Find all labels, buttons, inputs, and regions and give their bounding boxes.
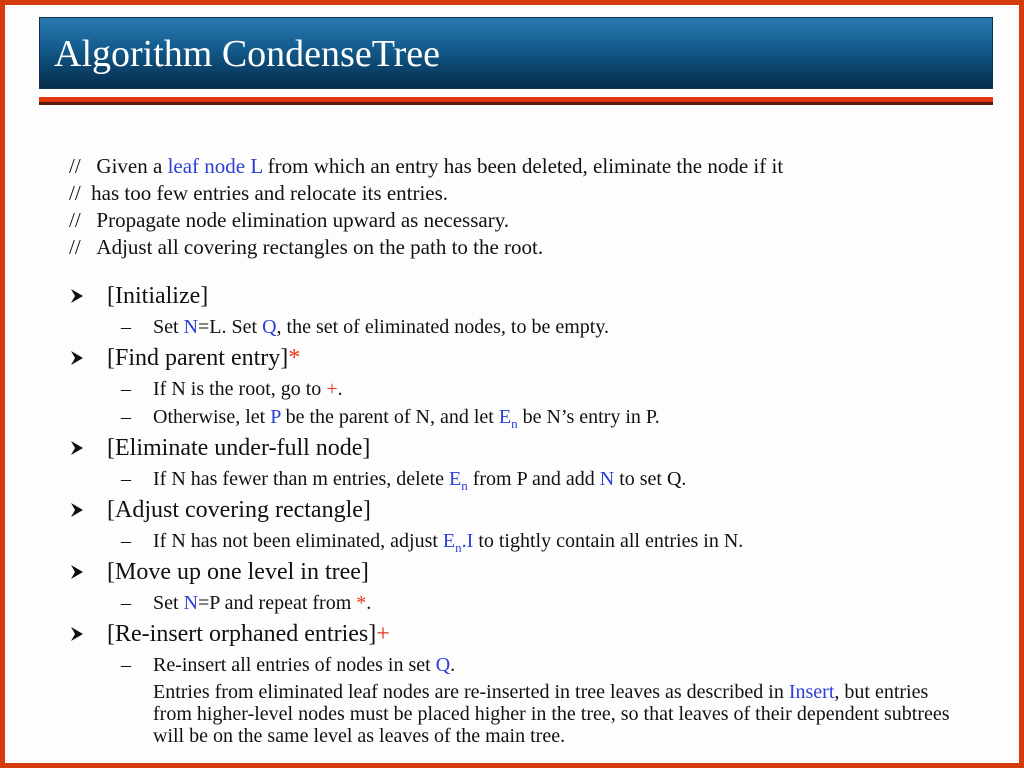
comment-text: Given a bbox=[96, 154, 168, 178]
substep bbox=[69, 651, 969, 679]
arrow-bullet-icon bbox=[69, 288, 85, 304]
reinsert-explanation bbox=[69, 681, 953, 747]
step-find-parent bbox=[69, 341, 969, 375]
step-adjust bbox=[69, 493, 969, 527]
para-text: Entries from eliminated leaf nodes are re-inserted in tree leaves as described in bbox=[153, 681, 789, 703]
var-subscript: n bbox=[511, 416, 518, 431]
step-move-up bbox=[69, 555, 969, 589]
substep-text: . bbox=[450, 654, 456, 676]
var-en bbox=[498, 406, 518, 431]
substep bbox=[69, 375, 969, 403]
step-initialize bbox=[69, 279, 969, 313]
substep bbox=[69, 527, 969, 555]
substep-text: be the parent of N, and let bbox=[280, 406, 499, 428]
comment-slash: // bbox=[69, 154, 81, 178]
title-bar bbox=[39, 17, 993, 89]
substep-text: =L. Set bbox=[198, 316, 263, 338]
dash-bullet: – bbox=[121, 530, 131, 552]
arrow-bullet-icon bbox=[69, 626, 85, 642]
comment-line bbox=[69, 234, 783, 261]
arrow-bullet-icon bbox=[69, 350, 85, 366]
var-en bbox=[449, 468, 468, 493]
var-q: Q bbox=[435, 654, 451, 676]
dash-bullet: – bbox=[121, 592, 131, 614]
comment-text: Adjust all covering rectangles on the path to the root. bbox=[96, 235, 544, 259]
comment-slash: // bbox=[69, 208, 81, 232]
comment-highlight: leaf node L bbox=[167, 154, 263, 178]
substep bbox=[69, 589, 969, 617]
comment-line bbox=[69, 180, 783, 207]
substep-text: to set Q. bbox=[614, 468, 687, 490]
marker-plus: + bbox=[326, 378, 338, 400]
substep-text: . bbox=[337, 378, 343, 400]
comment-text: from which an entry has been deleted, eliminate the node if it bbox=[262, 154, 784, 178]
comment-slash: // bbox=[69, 181, 81, 205]
substep-text: If N has fewer than m entries, delete bbox=[153, 468, 449, 490]
step-label: [Find parent entry] bbox=[107, 345, 289, 371]
step-label: [Adjust covering rectangle] bbox=[107, 497, 371, 523]
substep-text: Otherwise, let bbox=[153, 406, 271, 428]
dash-bullet: – bbox=[121, 316, 131, 338]
comment-line bbox=[69, 153, 783, 180]
substep-text: If N is the root, go to bbox=[153, 378, 327, 400]
arrow-bullet-icon bbox=[69, 564, 85, 580]
slide-title: Algorithm CondenseTree bbox=[54, 33, 440, 75]
arrow-bullet-icon bbox=[69, 440, 85, 456]
arrow-bullet-icon bbox=[69, 502, 85, 518]
substep-text: Re-insert all entries of nodes in set bbox=[153, 654, 436, 676]
insert-reference: Insert bbox=[788, 681, 835, 703]
substep-text: If N has not been eliminated, adjust bbox=[153, 530, 443, 552]
dash-bullet: – bbox=[121, 654, 131, 676]
substep-text: from P and add bbox=[467, 468, 600, 490]
var-q: Q bbox=[262, 316, 277, 338]
var-e: E bbox=[449, 468, 462, 490]
var-subscript: n bbox=[455, 540, 462, 555]
title-underline-shadow bbox=[39, 102, 993, 105]
var-i: .I bbox=[461, 530, 474, 552]
comment-line bbox=[69, 207, 783, 234]
substep-text: to tightly contain all entries in N. bbox=[473, 530, 744, 552]
para-text: , but entries from higher-level nodes must be placed higher in the tree, so that leaves of their dependent subtrees will be on the same level as leaves of the main tree. bbox=[153, 681, 950, 747]
var-n: N bbox=[183, 592, 199, 614]
step-marker-star: * bbox=[288, 345, 301, 371]
substep-text: , the set of eliminated nodes, to be empty. bbox=[276, 316, 610, 338]
var-n: N bbox=[183, 316, 199, 338]
dash-bullet: – bbox=[121, 378, 131, 400]
step-label: [Re-insert orphaned entries] bbox=[107, 621, 377, 647]
step-eliminate bbox=[69, 431, 969, 465]
step-reinsert bbox=[69, 617, 969, 651]
substep bbox=[69, 465, 969, 493]
substep-text: Set bbox=[153, 316, 184, 338]
comment-text: Propagate node elimination upward as necessary. bbox=[96, 208, 510, 232]
var-e: E bbox=[442, 530, 456, 552]
dash-bullet: – bbox=[121, 406, 131, 428]
var-p: P bbox=[270, 406, 281, 428]
step-label: [Move up one level in tree] bbox=[107, 559, 369, 585]
substep-text: =P and repeat from bbox=[198, 592, 357, 614]
step-list bbox=[69, 279, 969, 747]
var-n: N bbox=[599, 468, 615, 490]
substep bbox=[69, 403, 969, 431]
var-e: E bbox=[498, 406, 512, 428]
substep-text: Set bbox=[153, 592, 184, 614]
var-subscript: n bbox=[461, 478, 468, 493]
step-label: [Eliminate under-full node] bbox=[107, 435, 371, 461]
substep-text: be N’s entry in P. bbox=[517, 406, 660, 428]
comment-slash: // bbox=[69, 235, 81, 259]
comment-block bbox=[69, 153, 783, 261]
marker-star: * bbox=[356, 592, 367, 614]
substep bbox=[69, 313, 969, 341]
step-marker-plus: + bbox=[376, 621, 390, 647]
dash-bullet: – bbox=[121, 468, 131, 490]
step-label: [Initialize] bbox=[107, 283, 209, 309]
comment-text: has too few entries and relocate its entries. bbox=[91, 181, 449, 205]
var-en-i bbox=[442, 530, 474, 555]
substep-text: . bbox=[366, 592, 372, 614]
